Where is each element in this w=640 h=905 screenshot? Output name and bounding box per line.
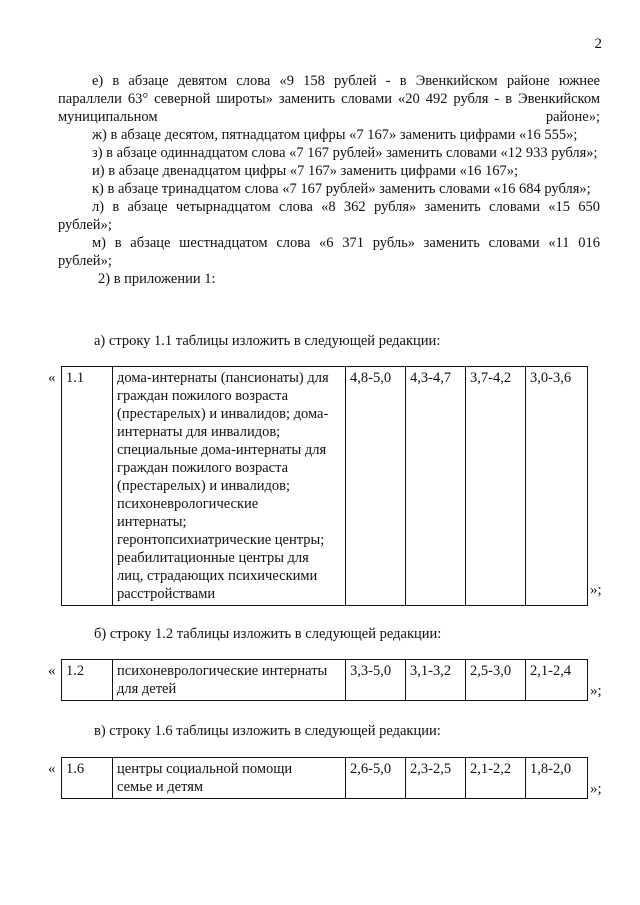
amendment-k: к) в абзаце тринадцатом слова «7 167 рублей» заменить словами «16 684 рубля»; xyxy=(92,181,591,197)
name-line: семье и детям xyxy=(117,779,204,795)
value-4: 3,0-3,6 xyxy=(526,367,588,606)
table-row xyxy=(62,367,588,606)
name-line: интернаты для инвалидов; xyxy=(117,424,281,440)
row-number: 1.2 xyxy=(62,660,113,701)
table-row xyxy=(62,758,588,799)
table-caption-1-2: б) строку 1.2 таблицы изложить в следующей редакции: xyxy=(94,626,442,642)
amendment-l: л) в абзаце четырнадцатом слова «8 362 рубля» заменить словами «15 650 рублей»; xyxy=(58,199,600,233)
name-line: психоневрологические интернаты xyxy=(117,663,328,679)
value-2: 3,1-3,2 xyxy=(406,660,466,701)
amendments-text xyxy=(58,72,600,288)
table-caption-1-1: а) строку 1.1 таблицы изложить в следующей редакции: xyxy=(94,333,441,349)
name-line: расстройствами xyxy=(117,586,216,602)
page-number: 2 xyxy=(594,36,602,52)
value-3: 2,5-3,0 xyxy=(466,660,526,701)
table-block-1-1 xyxy=(48,366,608,606)
name-line: дома-интернаты (пансионаты) для xyxy=(117,370,329,386)
table-block-1-2 xyxy=(48,659,608,703)
value-2: 4,3-4,7 xyxy=(406,367,466,606)
amendment-i: и) в абзаце двенадцатом цифры «7 167» заменить цифрами «16 167»; xyxy=(92,163,519,179)
close-quote: »; xyxy=(590,781,602,797)
amendment-zh: ж) в абзаце десятом, пятнадцатом цифры «7 167» заменить цифрами «16 555»; xyxy=(92,127,578,143)
row-name xyxy=(113,660,346,701)
name-line: геронтопсихиатрические центры; xyxy=(117,532,325,548)
name-line: для детей xyxy=(117,681,177,697)
table-row xyxy=(62,660,588,701)
name-line: граждан пожилого возраста xyxy=(117,460,289,476)
value-4: 2,1-2,4 xyxy=(526,660,588,701)
name-line: лиц, страдающих психическими xyxy=(117,568,318,584)
row-name xyxy=(113,367,346,606)
name-line: (престарелых) и инвалидов; дома- xyxy=(117,406,329,422)
appendix-intro: 2) в приложении 1: xyxy=(98,271,216,287)
table-row-1-2 xyxy=(61,659,588,701)
row-name xyxy=(113,758,346,799)
open-quote: « xyxy=(48,761,56,777)
amendment-m: м) в абзаце шестнадцатом слова «6 371 рубль» заменить словами «11 016 рублей»; xyxy=(58,235,600,269)
value-1: 3,3-5,0 xyxy=(346,660,406,701)
row-number: 1.1 xyxy=(62,367,113,606)
value-1: 2,6-5,0 xyxy=(346,758,406,799)
amendment-z: з) в абзаце одиннадцатом слова «7 167 рублей» заменить словами «12 933 рубля»; xyxy=(92,145,598,161)
name-line: центры социальной помощи xyxy=(117,761,293,777)
table-row-1-1 xyxy=(61,366,588,606)
open-quote: « xyxy=(48,663,56,679)
value-3: 2,1-2,2 xyxy=(466,758,526,799)
value-3: 3,7-4,2 xyxy=(466,367,526,606)
name-line: интернаты; xyxy=(117,514,187,530)
value-4: 1,8-2,0 xyxy=(526,758,588,799)
table-row-1-6 xyxy=(61,757,588,799)
open-quote: « xyxy=(48,370,56,386)
close-quote: »; xyxy=(590,582,602,598)
value-1: 4,8-5,0 xyxy=(346,367,406,606)
table-caption-1-6: в) строку 1.6 таблицы изложить в следующей редакции: xyxy=(94,723,441,739)
name-line: (престарелых) и инвалидов; xyxy=(117,478,291,494)
name-line: граждан пожилого возраста xyxy=(117,388,289,404)
amendment-e: е) в абзаце девятом слова «9 158 рублей - в Эвенкийском районе южнее параллели 63° северной широты» заменить словами «20 492 рубля - в Эвенкийском муниципальном районе»; xyxy=(58,73,600,125)
name-line: специальные дома-интернаты для xyxy=(117,442,327,458)
close-quote: »; xyxy=(590,683,602,699)
table-block-1-6 xyxy=(48,757,608,801)
row-number: 1.6 xyxy=(62,758,113,799)
name-line: психоневрологические xyxy=(117,496,259,512)
name-line: реабилитационные центры для xyxy=(117,550,309,566)
value-2: 2,3-2,5 xyxy=(406,758,466,799)
